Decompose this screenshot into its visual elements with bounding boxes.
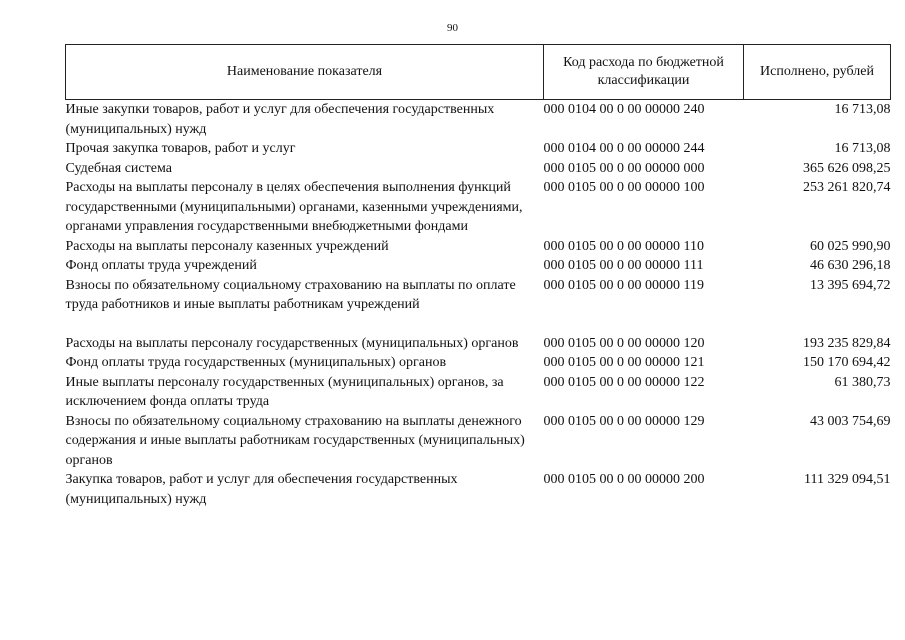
row-code: 000 0105 00 0 00 00000 110	[543, 238, 704, 254]
row-name: Фонд оплаты труда государственных (муниципальных) органов	[65, 355, 447, 370]
row-code: 000 0105 00 0 00 00000 119	[543, 277, 704, 293]
table-row	[66, 256, 891, 276]
table-row	[66, 178, 891, 237]
row-code: 000 0105 00 0 00 00000 200	[543, 472, 705, 487]
row-code: 000 0105 00 0 00 00000 111	[543, 258, 704, 273]
row-amount: 111 329 094,51	[804, 472, 891, 487]
row-amount: 60 025 990,90	[810, 238, 891, 254]
row-amount: 13 395 694,72	[810, 277, 891, 293]
row-amount: 16 713,08	[834, 102, 891, 117]
table-row	[66, 412, 891, 471]
row-amount: 61 380,73	[834, 374, 891, 390]
row-name: Взносы по обязательному социальному страхованию на выплаты денежного содержания и иные выплаты работникам государственных (муниципальных) органов	[65, 413, 525, 468]
expenditure-table	[65, 44, 891, 509]
row-name: Иные закупки товаров, работ и услуг для обеспечения государственных (муниципальных) нужд	[65, 102, 495, 137]
row-name: Закупка товаров, работ и услуг для обеспечения государственных (муниципальных) нужд	[65, 472, 458, 507]
row-code: 000 0104 00 0 00 00000 240	[543, 102, 705, 117]
header-indicator-name: Наименование показателя	[66, 45, 544, 100]
row-amount: 43 003 754,69	[810, 413, 891, 429]
row-code: 000 0105 00 0 00 00000 122	[543, 374, 705, 390]
header-executed-amount: Исполнено, рублей	[744, 45, 891, 100]
row-amount: 365 626 098,25	[803, 160, 891, 176]
row-name: Расходы на выплаты персоналу казенных учреждений	[65, 238, 389, 254]
row-code: 000 0105 00 0 00 00000 121	[543, 355, 705, 370]
row-amount: 16 713,08	[834, 141, 891, 156]
row-code: 000 0105 00 0 00 00000 000	[543, 160, 705, 176]
row-code: 000 0105 00 0 00 00000 129	[543, 413, 705, 429]
row-amount: 46 630 296,18	[810, 258, 891, 273]
table-row	[66, 139, 891, 159]
table-row	[66, 100, 891, 140]
row-amount: 150 170 694,42	[803, 355, 891, 370]
table-row	[66, 353, 891, 373]
row-amount: 253 261 820,74	[803, 180, 891, 195]
table-row	[66, 237, 891, 257]
row-code: 000 0105 00 0 00 00000 100	[543, 180, 705, 195]
row-name: Расходы на выплаты персоналу государственных (муниципальных) органов	[65, 335, 519, 351]
table-row	[66, 470, 891, 509]
table-row	[66, 276, 891, 334]
header-budget-code: Код расхода по бюджетной классификации	[544, 45, 744, 100]
table-header-row	[66, 45, 891, 100]
row-name: Иные выплаты персоналу государственных (муниципальных) органов, за исключением фонда оплаты труда	[65, 374, 504, 409]
row-name: Расходы на выплаты персоналу в целях обеспечения выполнения функций государственными (муниципальными) органами, казенными учреждениями, органами управления государственными внебюджетными фондами	[65, 180, 523, 234]
table-row	[66, 334, 891, 354]
row-code: 000 0104 00 0 00 00000 244	[543, 141, 705, 156]
page-number: 90	[447, 22, 458, 34]
row-name: Взносы по обязательному социальному страхованию на выплаты по оплате труда работников и иные выплаты работникам учреждений	[65, 277, 516, 312]
table-row	[66, 159, 891, 179]
table-row	[66, 373, 891, 412]
row-name: Судебная система	[65, 160, 172, 176]
row-code: 000 0105 00 0 00 00000 120	[543, 335, 705, 351]
row-name: Прочая закупка товаров, работ и услуг	[65, 141, 296, 156]
row-amount: 193 235 829,84	[803, 335, 891, 351]
row-name: Фонд оплаты труда учреждений	[65, 258, 257, 273]
